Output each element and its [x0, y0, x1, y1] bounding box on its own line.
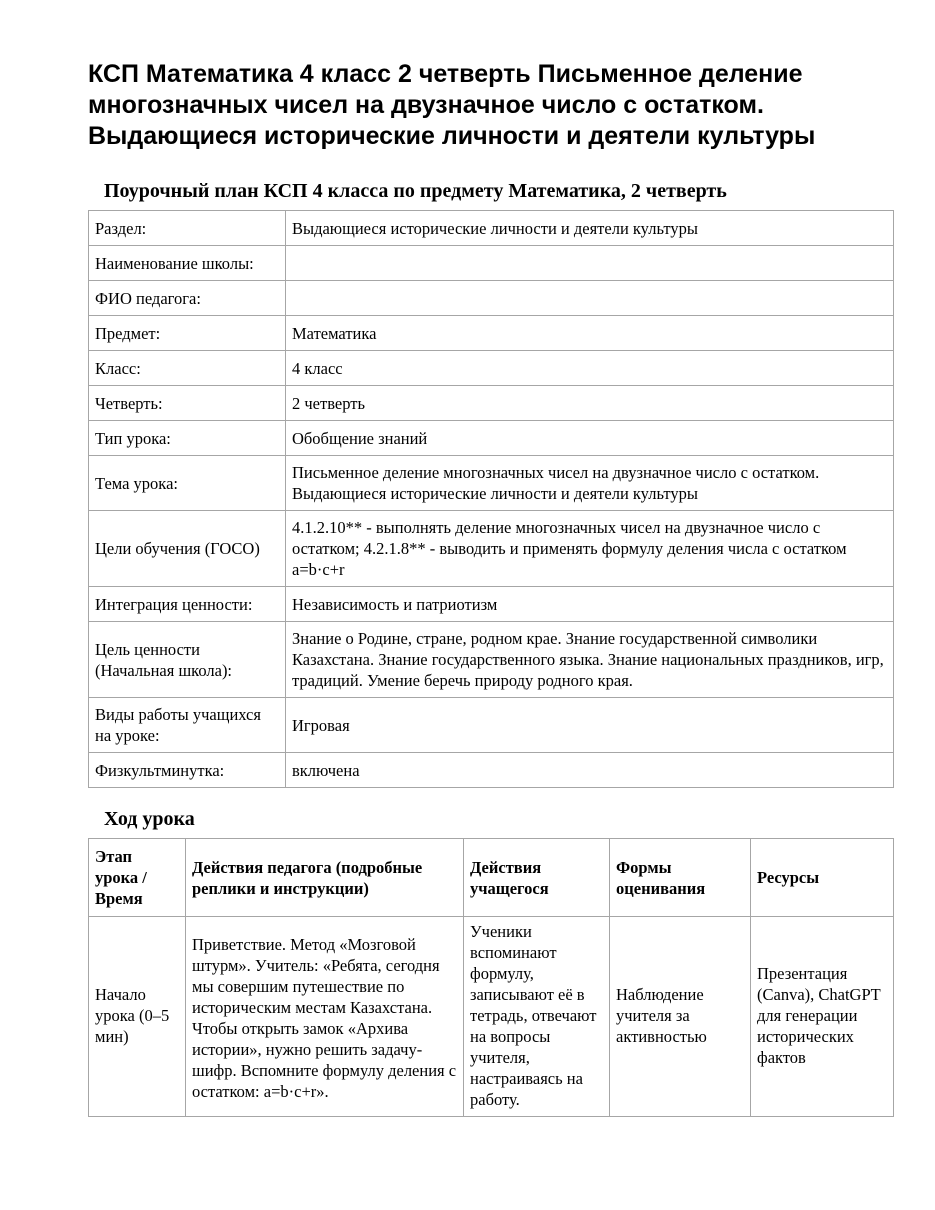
info-label: Четверть:: [89, 386, 286, 421]
info-row-grade: [89, 351, 894, 386]
info-row-teacher: [89, 281, 894, 316]
info-value: 4.1.2.10** - выполнять деление многозначных чисел на двузначное число с остатком; 4.2.1.8** - выводить и применять формулу деления числа с остатком a=b·c+r: [286, 511, 894, 587]
info-row-lesson-topic: [89, 456, 894, 511]
info-value: включена: [286, 753, 894, 788]
info-value: Письменное деление многозначных чисел на двузначное число с остатком. Выдающиеся исторические личности и деятели культуры: [286, 456, 894, 511]
info-section-heading: Поурочный план КСП 4 класса по предмету Математика, 2 четверть: [104, 180, 727, 202]
info-label: Цели обучения (ГОСО): [89, 511, 286, 587]
info-row-subject: [89, 316, 894, 351]
info-value: Знание о Родине, стране, родном крае. Знание государственной символики Казахстана. Знание государственного языка. Знание национальных праздников, игр, традиций. Умение беречь природу родного края.: [286, 622, 894, 698]
info-value: [286, 246, 894, 281]
info-label: Класс:: [89, 351, 286, 386]
info-label: Наименование школы:: [89, 246, 286, 281]
table-row: [89, 917, 894, 1117]
info-value: Игровая: [286, 698, 894, 753]
column-header-assessment: Формы оценивания: [610, 839, 751, 917]
info-value: Независимость и патриотизм: [286, 587, 894, 622]
lesson-progress-table: [88, 838, 894, 1117]
info-row-lesson-type: [89, 421, 894, 456]
info-value: Обобщение знаний: [286, 421, 894, 456]
teacher-actions-cell: Приветствие. Метод «Мозговой штурм». Учитель: «Ребята, сегодня мы совершим путешествие по историческим местам Казахстана. Чтобы открыть замок «Архива истории», нужно решить задачу-шифр. Вспомните формулу деления с остатком: a=b·c+r».: [186, 917, 464, 1117]
info-row-section: [89, 211, 894, 246]
lesson-info-table: [88, 210, 894, 788]
info-value: 2 четверть: [286, 386, 894, 421]
info-label: Тема урока:: [89, 456, 286, 511]
info-label: Предмет:: [89, 316, 286, 351]
student-actions-cell: Ученики вспоминают формулу, записывают её в тетрадь, отвечают на вопросы учителя, настраиваясь на работу.: [464, 917, 610, 1117]
info-row-value-integration: [89, 587, 894, 622]
info-label: Виды работы учащихся на уроке:: [89, 698, 286, 753]
lesson-table-header-row: [89, 839, 894, 917]
info-row-school: [89, 246, 894, 281]
info-label: Физкультминутка:: [89, 753, 286, 788]
info-row-value-goal: [89, 622, 894, 698]
info-row-learning-goals: [89, 511, 894, 587]
info-label: ФИО педагога:: [89, 281, 286, 316]
column-header-stage: Этап урока / Время: [89, 839, 186, 917]
lesson-progress-heading: Ход урока: [104, 808, 195, 830]
info-label: Тип урока:: [89, 421, 286, 456]
column-header-resources: Ресурсы: [751, 839, 894, 917]
info-label: Раздел:: [89, 211, 286, 246]
stage-cell: Начало урока (0–5 мин): [89, 917, 186, 1117]
info-label: Интеграция ценности:: [89, 587, 286, 622]
assessment-cell: Наблюдение учителя за активностью: [610, 917, 751, 1117]
info-row-quarter: [89, 386, 894, 421]
info-value: 4 класс: [286, 351, 894, 386]
info-row-activity-types: [89, 698, 894, 753]
info-value: [286, 281, 894, 316]
info-value: Выдающиеся исторические личности и деятели культуры: [286, 211, 894, 246]
resources-cell: Презентация (Canva), ChatGPT для генерации исторических фактов: [751, 917, 894, 1117]
info-row-physical-break: [89, 753, 894, 788]
column-header-student-actions: Действия учащегося: [464, 839, 610, 917]
column-header-teacher-actions: Действия педагога (подробные реплики и инструкции): [186, 839, 464, 917]
info-label: Цель ценности (Начальная школа):: [89, 622, 286, 698]
info-value: Математика: [286, 316, 894, 351]
document-title: КСП Математика 4 класс 2 четверть Письменное деление многозначных чисел на двузначное число с остатком. Выдающиеся исторические личности и деятели культуры: [88, 60, 816, 150]
